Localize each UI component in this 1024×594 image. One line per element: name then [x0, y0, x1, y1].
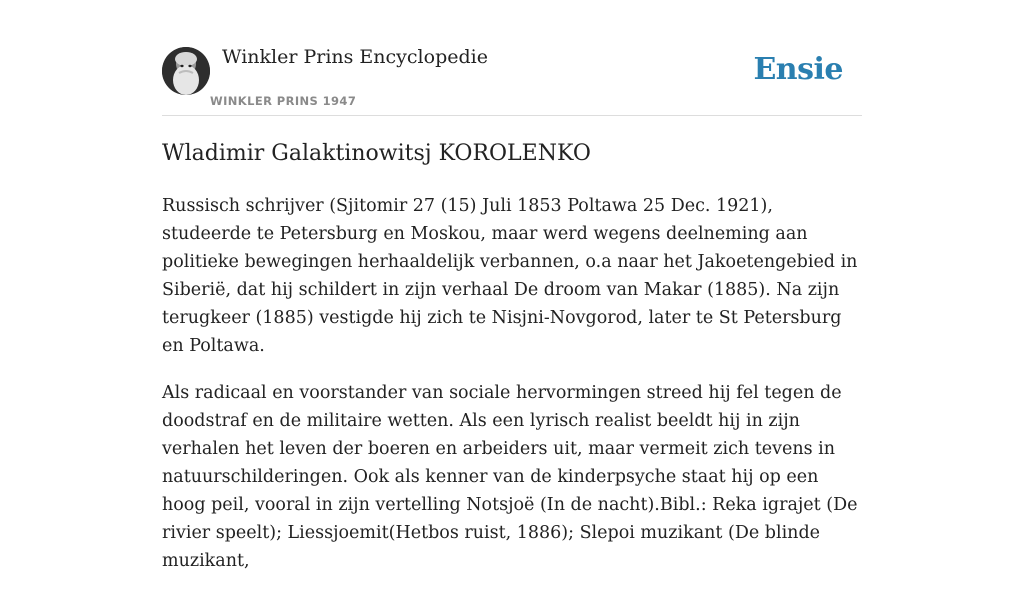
article-paragraph-2: Als radicaal en voorstander van sociale hervormingen streed hij fel tegen de doodstraf en de militaire wetten. Als een lyrisch realist beeldt hij in zijn verhalen het leven der boeren en arbeiders uit, maar vermeit zich tevens in natuurschilderingen. Ook als kenner van de kinderpsyche staat hij op een hoog peil, vooral in zijn vertelling Notsjoë (In de nacht).Bibl.: Reka igrajet (De rivier speelt); Liessjoemit(Hetbos ruist, 1886); Slepoi muzikant (De blinde muzikant, — [162, 383, 858, 571]
avatar[interactable] — [162, 47, 210, 95]
ensie-logo[interactable]: Ensie — [753, 52, 843, 87]
article-body — [162, 192, 862, 594]
bearded-man-portrait-icon — [162, 47, 210, 95]
article-paragraph-1: Russisch schrijver (Sjitomir 27 (15) Juli 1853 Poltawa 25 Dec. 1921), studeerde te Petersburg en Moskou, maar werd wegens deelneming aan politieke bewegingen herhaaldelijk verbannen, o.a naar het Jakoetengebied in Siberië, dat hij schildert in zijn verhaal De droom van Makar (1885). Na zijn terugkeer (1885) vestigde hij zich te Nisjni-Novgorod, later te St Petersburg en Poltawa. — [162, 196, 858, 356]
article-page — [162, 0, 862, 571]
site-title[interactable]: Winkler Prins Encyclopedie — [222, 46, 488, 68]
site-header — [162, 0, 862, 116]
site-subtitle[interactable]: WINKLER PRINS 1947 — [210, 94, 357, 108]
article-title: Wladimir Galaktinowitsj KOROLENKO — [162, 141, 591, 166]
